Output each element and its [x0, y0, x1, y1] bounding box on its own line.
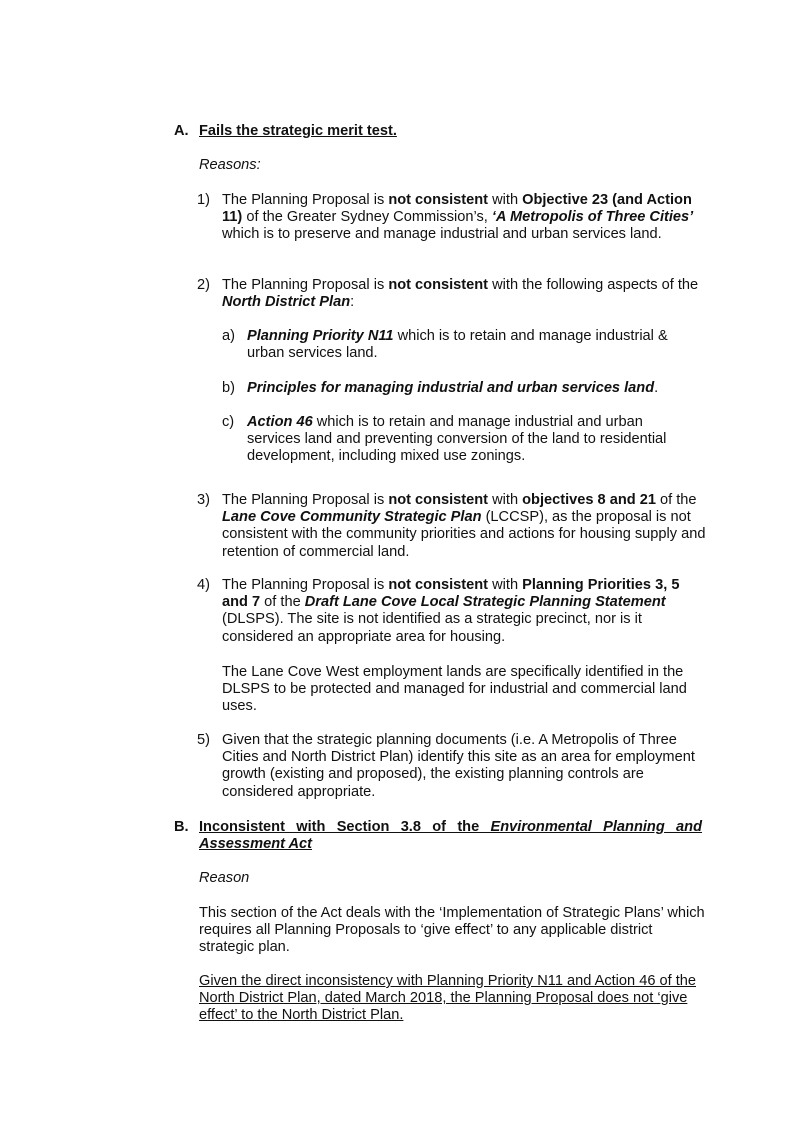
section-b-subheading: Reason	[199, 870, 250, 886]
section-a-subheading: Reasons:	[199, 157, 261, 173]
section-b-label: B.	[174, 819, 189, 835]
item-body: The Planning Proposal is not consistent with Objective 23 (and Action 11) of the Greater Sydney Commission’s, ‘A Metropolis of Three Cities’ which is to preserve and manage industrial and urban services land.	[222, 192, 694, 243]
reason-item-4	[197, 577, 707, 646]
reason-item-4-extra: The Lane Cove West employment lands are specifically identified in the DLSPS to be protected and managed for industrial and commercial land uses.	[222, 664, 687, 715]
item-number: 5)	[197, 732, 210, 748]
item-number: 2)	[197, 277, 210, 293]
subitem-letter: c)	[222, 414, 235, 430]
subitem-body: Principles for managing industrial and urban services land.	[247, 380, 659, 396]
item-body: The Planning Proposal is not consistent with Planning Priorities 3, 5 and 7 of the Draft Lane Cove Local Strategic Planning Statement (DLSPS). The site is not identified as a strategic precinct, nor is it considered an appropriate area for housing.	[222, 577, 680, 645]
reason-subitem-c	[222, 414, 692, 466]
section-b-title: Inconsistent with Section 3.8 of the Environmental Planning and Assessment Act	[199, 819, 702, 853]
reason-subitem-b	[222, 380, 692, 397]
section-a-title: Fails the strategic merit test.	[199, 123, 397, 139]
reason-item-3	[197, 492, 707, 561]
reason-subitem-a	[222, 328, 692, 362]
section-b-heading	[174, 819, 702, 855]
item-body: The Planning Proposal is not consistent with objectives 8 and 21 of the Lane Cove Community Strategic Plan (LCCSP), as the proposal is not consistent with the community priorities and actions for housing supply and retention of commercial land.	[222, 492, 706, 560]
item-body: Given that the strategic planning documents (i.e. A Metropolis of Three Cities and North District Plan) identify this site as an area for employment growth (existing and proposed), the existing planning controls are considered appropriate.	[222, 732, 695, 800]
section-a-heading	[174, 123, 397, 140]
subitem-body: Planning Priority N11 which is to retain and manage industrial & urban services land.	[247, 328, 668, 362]
section-b-paragraph-1: This section of the Act deals with the ‘Implementation of Strategic Plans’ which requires all Planning Proposals to ‘give effect’ to any applicable district strategic plan.	[199, 905, 705, 956]
subitem-letter: a)	[222, 328, 235, 344]
reason-item-2	[197, 277, 707, 311]
item-number: 1)	[197, 192, 210, 208]
item-number: 3)	[197, 492, 210, 508]
item-body: The Planning Proposal is not consistent with the following aspects of the North District Plan:	[222, 277, 699, 311]
subitem-letter: b)	[222, 380, 235, 396]
reason-item-5	[197, 732, 707, 801]
subitem-body: Action 46 which is to retain and manage industrial and urban services land and preventing conversion of the land to residential development, including mixed use zonings.	[247, 414, 667, 465]
reason-item-1	[197, 192, 707, 244]
section-a-label: A.	[174, 123, 189, 139]
item-number: 4)	[197, 577, 210, 593]
section-b-paragraph-2: Given the direct inconsistency with Planning Priority N11 and Action 46 of the North District Plan, dated March 2018, the Planning Proposal does not ‘give effect’ to the North District Plan.	[199, 973, 696, 1024]
